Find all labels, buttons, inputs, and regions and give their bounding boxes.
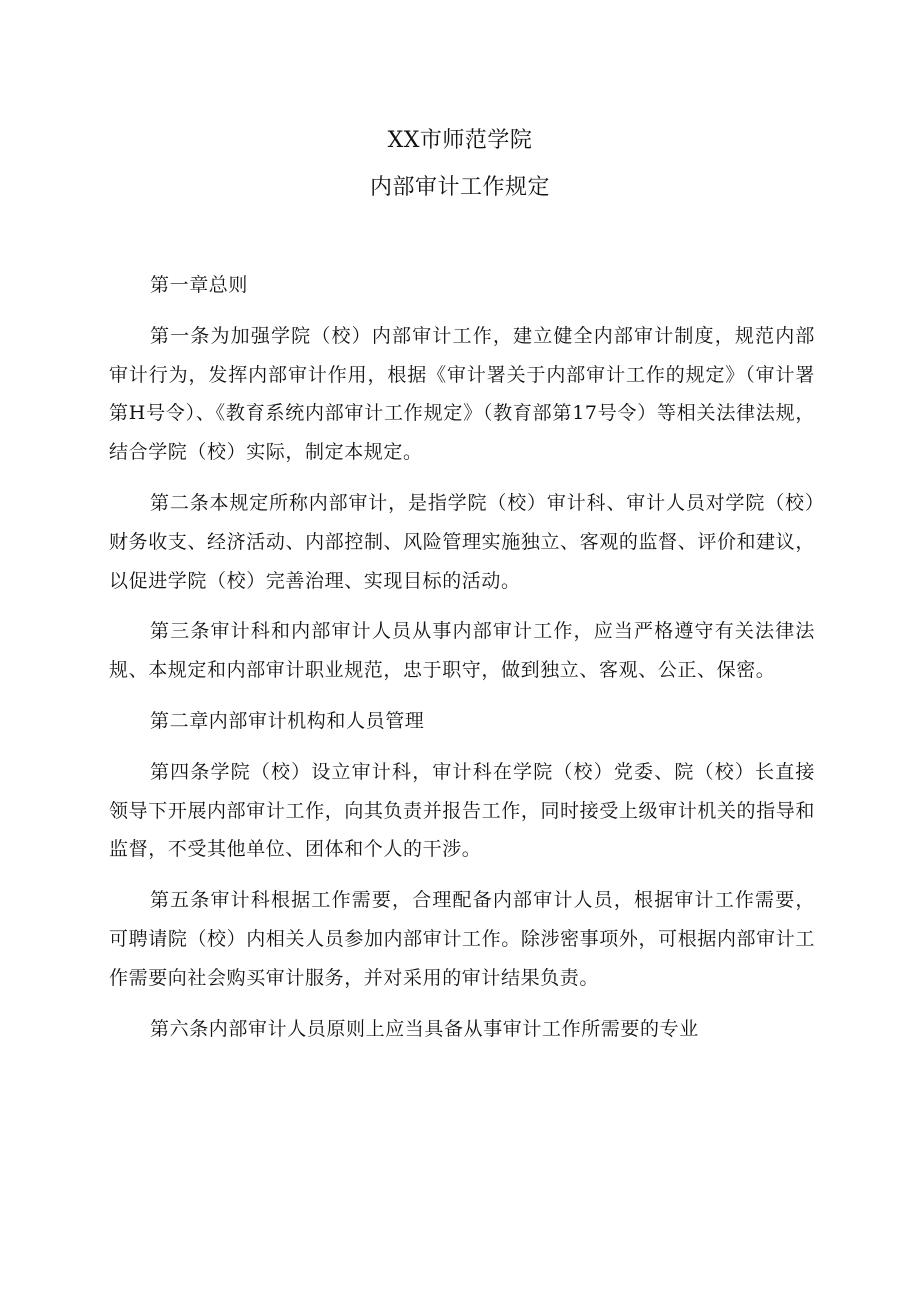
- document-title-regulation: 内部审计工作规定: [369, 175, 550, 200]
- article-6: 第六条内部审计人员原则上应当具备从事审计工作所需要的专业: [150, 1017, 699, 1040]
- chapter-heading-1: 第一章总则: [150, 274, 249, 296]
- document-body: [109, 266, 815, 1048]
- article-2: 第二条本规定所称内部审计，是指学院（校）审计科、审计人员对学院（校）财务收支、经济活动、内部控制、风险管理实施独立、客观的监督、评价和建议，以促进学院（校）完善治理、实现目标的活动。: [109, 491, 815, 592]
- article-5: 第五条审计科根据工作需要，合理配备内部审计人员，根据审计工作需要，可聘请院（校）内相关人员参加内部审计工作。除涉密事项外，可根据内部审计工作需要向社会购买审计服务，并对采用的审计结果负责。: [109, 889, 815, 989]
- article-3: 第三条审计科和内部审计人员从事内部审计工作，应当严格遵守有关法律法规、本规定和内部审计职业规范，忠于职守，做到独立、客观、公正、保密。: [109, 620, 815, 682]
- article-1: 第一条为加强学院（校）内部审计工作，建立健全内部审计制度，规范内部审计行为，发挥内部审计作用，根据《审计署关于内部审计工作的规定》（审计署第H号令）、《教育系统内部审计工作规定》（教育部第17号令）等相关法律法规，结合学院（校）实际，制定本规定。: [109, 324, 815, 464]
- document-title-institution: XX市师范学院: [387, 128, 533, 153]
- article-4: 第四条学院（校）设立审计科，审计科在学院（校）党委、院（校）长直接领导下开展内部审计工作，向其负责并报告工作，同时接受上级审计机关的指导和监督，不受其他单位、团体和个人的干涉。: [109, 760, 815, 861]
- chapter-heading-2: 第二章内部审计机构和人员管理: [150, 709, 425, 732]
